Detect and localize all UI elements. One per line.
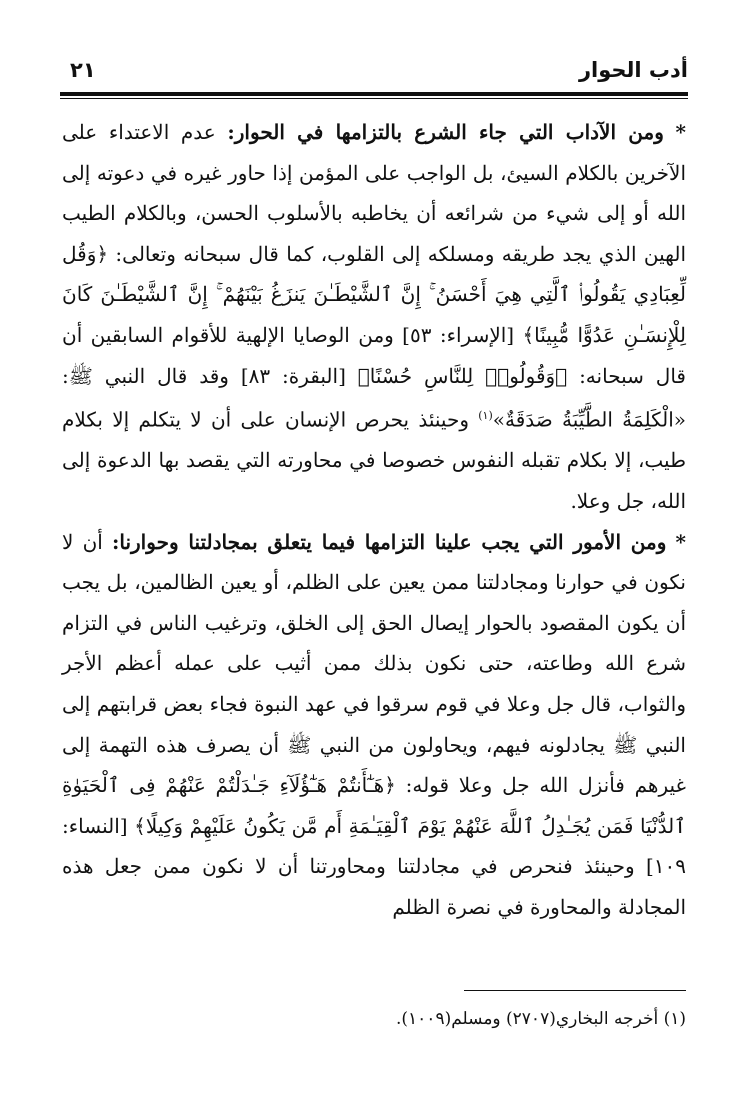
running-header — [60, 58, 688, 88]
footnote-ref[interactable]: (١) — [478, 409, 493, 423]
header-title: أدب الحوار — [578, 58, 688, 82]
paragraph-lead: ومن الأمور التي يجب علينا التزامها فيما يتعلق بمجادلتنا وحوارنا: — [111, 529, 667, 554]
footnote: (١) أخرجه البخاري(٢٧٠٧) ومسلم(١٠٠٩). — [396, 1009, 686, 1029]
paragraph-lead: ومن الآداب التي جاء الشرع بالتزامها في الحوار: — [227, 120, 664, 144]
paragraph-1 — [62, 112, 686, 522]
paragraph-text: عدم الاعتداء على الآخرين بالكلام السيئ، بل الواجب على المؤمن إذا حاور غيره في دعوته إلى الله أو إلى شيء من شرائعه أن يخاطبه بالأسلوب الحسن، وبالكلام الطيب الهين الذي يجد طريقه ومسلكه إلى القلوب، كما قال سبحانه وتعالى: ﴿وَقُل لِّعِبَادِي يَقُولُوا۟ ٱلَّتِي هِيَ أَحْسَنُ ۚ إِنَّ ٱلشَّيْطَـٰنَ يَنزَغُ بَيْنَهُمْ ۚ إِنَّ ٱلشَّيْطَـٰنَ كَانَ لِلْإِنسَـٰنِ عَدُوًّا مُّبِينًا﴾ [الإسراء: ٥٣] ومن الوصايا الإلهية للأقوام السابقين أن قال سبحانه: ﴿وَقُولُوا۟ لِلنَّاسِ حُسْنًا﴾ [البقرة: ٨٣] وقد قال النبي ﷺ: «الْكَلِمَةُ الطَّيِّبَةُ صَدَقَةٌ» — [62, 120, 687, 432]
paragraph-text-continued: وحينئذ يحرص الإنسان على أن لا يتكلم إلا بكلام طيب، إلا بكلام تقبله النفوس خصوصا في محاورته التي يقصد بها الدعوة إلى الله، جل وعلا. — [62, 407, 686, 513]
footnote-rule — [464, 990, 686, 991]
main-text — [62, 112, 686, 928]
bullet-star: * — [675, 529, 686, 554]
paragraph-2 — [62, 522, 686, 928]
header-rule — [60, 92, 688, 99]
paragraph-text: أن لا نكون في حوارنا ومجادلتنا ممن يعين على الظلم، أو يعين الظالمين، بل يجب أن يكون المقصود بالحوار إيصال الحق إلى الخلق، وترغيب الناس في التزام شرع الله وطاعته، حتى نكون بذلك ممن أثيب على عمله أعظم الأجر والثواب، قال جل وعلا في قوم سرقوا في عهد النبوة فجاء بعض قرابتهم إلى النبي ﷺ يجادلونه فيهم، ويحاولون من النبي ﷺ أن يصرف هذه التهمة إلى غيرهم فأنزل الله جل وعلا قوله: ﴿هَـٰٓأَنتُمْ هَـٰٓؤُلَآءِ جَـٰدَلْتُمْ عَنْهُمْ فِى ٱلْحَيَوٰةِ ٱلدُّنْيَا فَمَن يُجَـٰدِلُ ٱللَّهَ عَنْهُمْ يَوْمَ ٱلْقِيَـٰمَةِ أَم مَّن يَكُونُ عَلَيْهِمْ وَكِيلًا﴾ [النساء: ١٠٩] وحينئذ فنحرص في مجادلتنا ومحاورتنا أن لا نكون ممن جعل هذه المجادلة والمحاورة في نصرة الظلم — [62, 529, 686, 919]
page-number: ٢١ — [70, 58, 96, 82]
bullet-star: * — [675, 120, 686, 144]
